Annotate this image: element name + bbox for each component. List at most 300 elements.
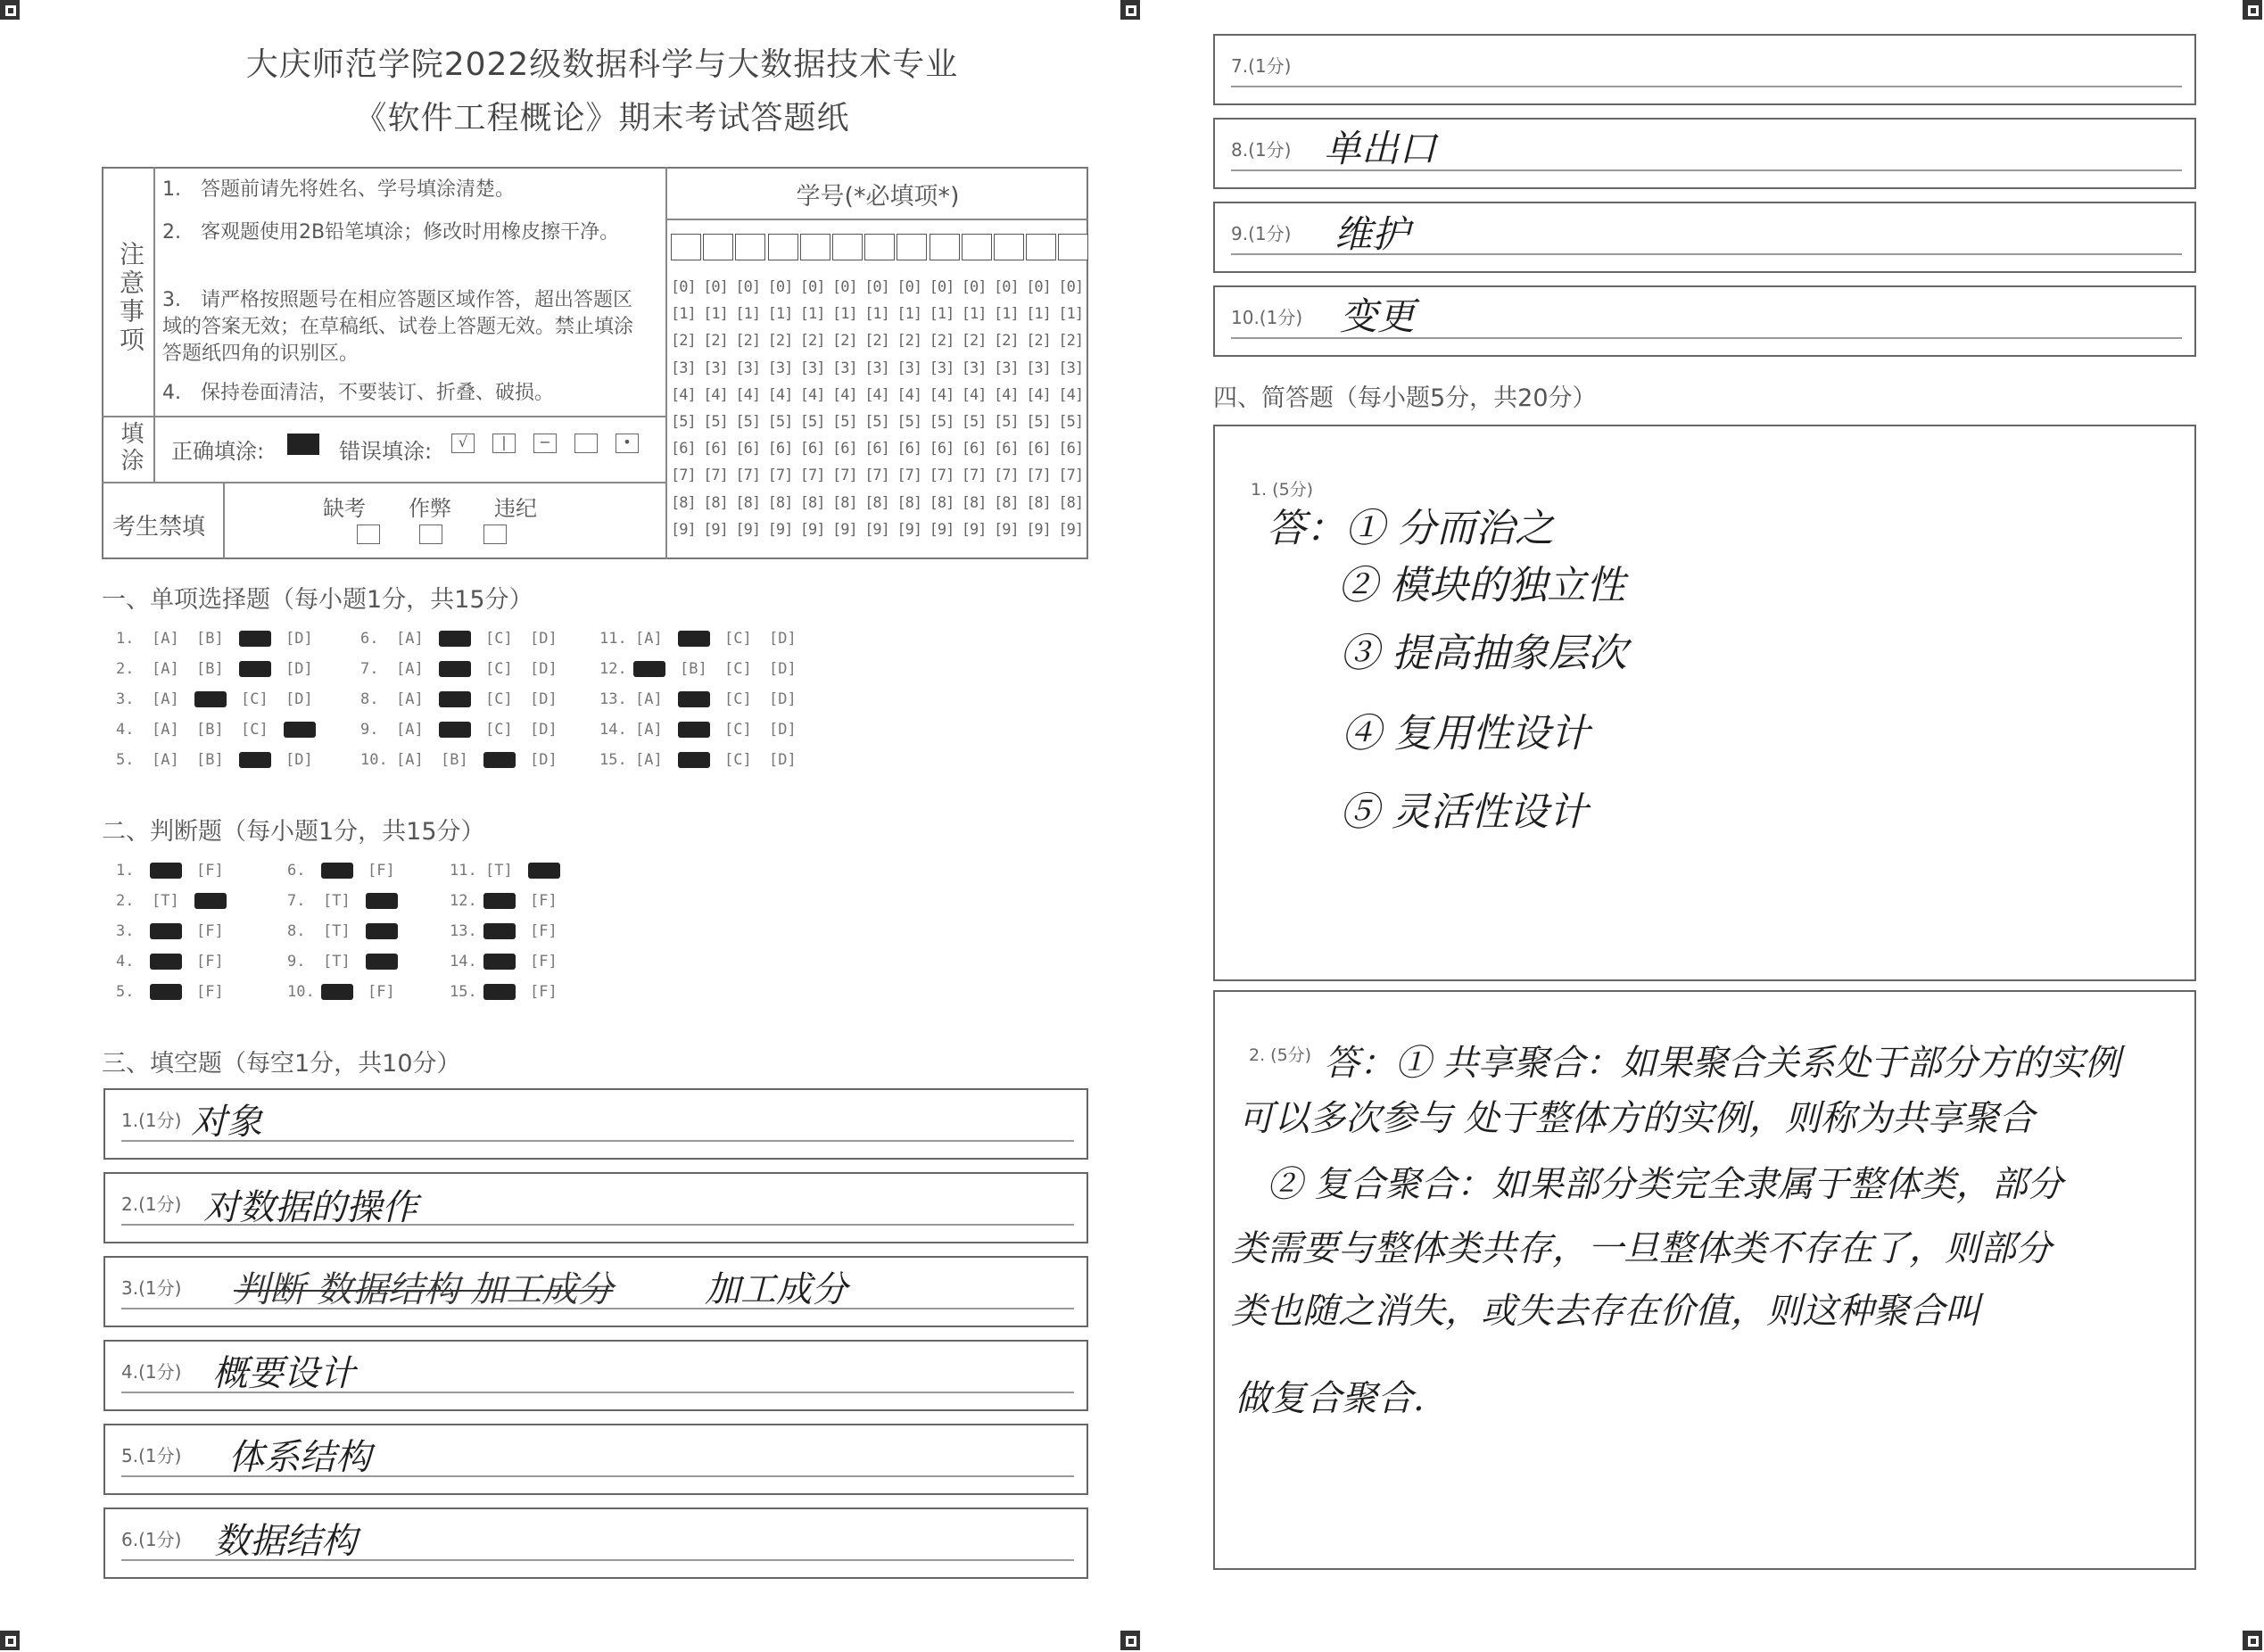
student-id-digit-bubble[interactable]: [7]: [994, 467, 1019, 485]
notice-item-3: 3. 请严格按照题号在相应答题区域作答，超出答题区域的答案无效；在草稿纸、试卷上答题无效。禁止填涂答题纸四角的识别区。: [162, 289, 634, 365]
mc-question-number: 3.: [116, 690, 135, 708]
student-id-digit-bubble[interactable]: [3]: [767, 359, 793, 377]
student-id-digit-bubble[interactable]: [5]: [994, 413, 1019, 431]
student-id-digit-bubble[interactable]: [7]: [703, 467, 728, 485]
student-id-digit-bubble[interactable]: [1]: [671, 305, 696, 324]
student-id-digit-bubble[interactable]: [7]: [864, 467, 889, 485]
mc-filled-bubble[interactable]: [439, 722, 471, 738]
mc-question-number: 10.: [360, 751, 388, 769]
short-answer-2-line-1: 答：① 共享聚合：如果聚合关系处于部分方的实例: [1324, 1043, 2120, 1084]
blank-label-9: 9.(1分): [1231, 223, 1292, 244]
student-id-digit-bubble[interactable]: [1]: [767, 305, 793, 324]
tf-question-number: 13.: [450, 922, 477, 940]
student-id-digit-bubble[interactable]: [5]: [671, 413, 696, 431]
mc-filled-bubble[interactable]: [284, 722, 316, 738]
student-id-digit-bubble[interactable]: [7]: [1026, 467, 1051, 485]
tf-question-number: 4.: [116, 953, 135, 971]
student-id-digit-bubble[interactable]: [3]: [1026, 359, 1051, 377]
tf-option-bubble[interactable]: [F]: [368, 862, 395, 880]
student-id-digit-bubble[interactable]: [2]: [994, 332, 1019, 351]
blank-label-3: 3.(1分): [121, 1277, 182, 1299]
blank-label-4: 4.(1分): [121, 1361, 182, 1383]
blank-label-2: 2.(1分): [121, 1194, 182, 1215]
sheet-title: 大庆师范学院2022级数据科学与大数据技术专业: [245, 46, 959, 83]
student-id-digit-bubble[interactable]: [9]: [671, 520, 696, 539]
wrong-fill-example-dot: •: [616, 434, 639, 453]
blank-answer-1: 对象: [191, 1102, 262, 1143]
mc-option-bubble[interactable]: [D]: [530, 630, 558, 648]
mc-option-bubble[interactable]: [C]: [241, 721, 269, 739]
tf-question-number: 6.: [287, 862, 306, 880]
student-id-digit-bubble[interactable]: [0]: [671, 278, 696, 296]
student-id-digit-bubble[interactable]: [8]: [1026, 493, 1051, 512]
student-id-digit-bubble[interactable]: [1]: [703, 305, 728, 324]
tf-option-bubble[interactable]: [F]: [196, 953, 224, 971]
mc-question-number: 13.: [599, 690, 627, 708]
student-id-digit-bubble[interactable]: [2]: [864, 332, 889, 351]
mc-option-bubble[interactable]: [D]: [530, 721, 558, 739]
short-answer-1-line-3: ③ 提高抽象层次: [1340, 631, 1627, 676]
mc-option-bubble[interactable]: [A]: [152, 721, 179, 739]
student-id-digit-bubble[interactable]: [3]: [897, 359, 922, 377]
tf-question-number: 7.: [287, 892, 306, 910]
corner-marker-bottom-center: [1120, 1631, 1140, 1650]
mc-filled-bubble[interactable]: [439, 661, 471, 677]
mc-option-bubble[interactable]: [D]: [285, 660, 313, 678]
student-id-digit-bubble[interactable]: [6]: [1026, 440, 1051, 458]
blank-label-8: 8.(1分): [1231, 139, 1292, 161]
mc-option-bubble[interactable]: [C]: [485, 660, 513, 678]
tf-filled-bubble[interactable]: [321, 984, 353, 1000]
student-id-digit-bubble[interactable]: [3]: [994, 359, 1019, 377]
student-id-digit-bubble[interactable]: [9]: [767, 520, 793, 539]
blank-answer-10: 变更: [1340, 294, 1416, 338]
student-id-digit-bubble[interactable]: [0]: [961, 278, 987, 296]
student-id-digit-bubble[interactable]: [8]: [767, 493, 793, 512]
student-id-digit-bubble[interactable]: [2]: [703, 332, 728, 351]
student-id-digit-bubble[interactable]: [8]: [897, 493, 922, 512]
blank-label-7: 7.(1分): [1231, 55, 1292, 77]
wrong-fill-example-empty: [574, 434, 598, 453]
mc-option-bubble[interactable]: [B]: [441, 751, 468, 769]
student-id-digit-bubble[interactable]: [7]: [767, 467, 793, 485]
mc-filled-bubble[interactable]: [678, 752, 710, 768]
mc-question-number: 9.: [360, 721, 379, 739]
student-id-digit-bubble[interactable]: [3]: [735, 359, 761, 377]
wrong-fill-example-dash: −: [533, 434, 557, 453]
tf-option-bubble[interactable]: [F]: [530, 953, 558, 971]
mc-filled-bubble[interactable]: [678, 631, 710, 647]
mc-option-bubble[interactable]: [A]: [152, 751, 179, 769]
student-id-digit-bubble[interactable]: [0]: [703, 278, 728, 296]
student-id-digit-bubble[interactable]: [9]: [994, 520, 1019, 539]
student-id-digit-bubble[interactable]: [1]: [832, 305, 857, 324]
student-id-input-cell[interactable]: [897, 234, 927, 260]
tf-filled-bubble[interactable]: [483, 984, 516, 1000]
mc-filled-bubble[interactable]: [633, 661, 665, 677]
mc-option-bubble[interactable]: [D]: [530, 751, 558, 769]
mc-option-bubble[interactable]: [A]: [635, 721, 663, 739]
mc-option-bubble[interactable]: [A]: [396, 721, 424, 739]
student-id-digit-bubble[interactable]: [7]: [929, 467, 954, 485]
mc-option-bubble[interactable]: [C]: [485, 690, 513, 708]
blank-answer-3-struck: 判断 数据结构 加工成分: [234, 1269, 614, 1310]
student-id-digit-bubble[interactable]: [0]: [994, 278, 1019, 296]
student-id-digit-bubble[interactable]: [7]: [735, 467, 761, 485]
tf-option-bubble[interactable]: [F]: [196, 862, 224, 880]
mc-option-bubble[interactable]: [A]: [635, 751, 663, 769]
section3-title: 三、填空题（每空1分，共10分）: [102, 1050, 461, 1078]
mc-question-number: 12.: [599, 660, 627, 678]
mc-option-bubble[interactable]: [D]: [769, 751, 797, 769]
student-id-digit-bubble[interactable]: [4]: [1026, 385, 1051, 404]
student-id-digit-bubble[interactable]: [2]: [961, 332, 987, 351]
forbid-cheat-box[interactable]: [419, 525, 442, 544]
student-id-digit-bubble[interactable]: [4]: [961, 385, 987, 404]
mc-option-bubble[interactable]: [D]: [769, 721, 797, 739]
student-id-digit-bubble[interactable]: [3]: [1058, 359, 1084, 377]
mc-option-bubble[interactable]: [A]: [396, 751, 424, 769]
student-id-digit-bubble[interactable]: [3]: [961, 359, 987, 377]
student-id-input-cell[interactable]: [735, 234, 765, 260]
student-id-digit-bubble[interactable]: [3]: [799, 359, 825, 377]
mc-option-bubble[interactable]: [B]: [196, 660, 224, 678]
sheet-subtitle: 《软件工程概论》期末考试答题纸: [354, 100, 850, 136]
student-id-digit-bubble[interactable]: [8]: [799, 493, 825, 512]
short-answer-label-2: 2. (5分): [1249, 1045, 1312, 1065]
tf-filled-bubble[interactable]: [366, 893, 398, 909]
mc-option-bubble[interactable]: [D]: [769, 690, 797, 708]
student-id-digit-bubble[interactable]: [5]: [1058, 413, 1084, 431]
student-id-digit-bubble[interactable]: [4]: [1058, 385, 1084, 404]
mc-option-bubble[interactable]: [C]: [724, 690, 752, 708]
forbid-violation-label: 违纪: [494, 496, 537, 521]
student-id-digit-bubble[interactable]: [2]: [1058, 332, 1084, 351]
student-id-digit-bubble[interactable]: [4]: [799, 385, 825, 404]
tf-question-number: 12.: [450, 892, 477, 910]
student-id-digit-bubble[interactable]: [1]: [1058, 305, 1084, 324]
tf-filled-bubble[interactable]: [150, 954, 182, 970]
student-id-digit-bubble[interactable]: [9]: [1026, 520, 1051, 539]
student-id-digit-bubble[interactable]: [1]: [961, 305, 987, 324]
student-id-digit-bubble[interactable]: [5]: [703, 413, 728, 431]
short-answer-1-line-2: ② 模块的独立性: [1338, 563, 1625, 608]
mc-question-number: 7.: [360, 660, 379, 678]
mc-option-bubble[interactable]: [B]: [196, 721, 224, 739]
student-id-digit-bubble[interactable]: [6]: [961, 440, 987, 458]
student-id-digit-bubble[interactable]: [5]: [832, 413, 857, 431]
student-id-digit-bubble[interactable]: [7]: [832, 467, 857, 485]
blank-label-1: 1.(1分): [121, 1110, 182, 1131]
tf-option-bubble[interactable]: [T]: [323, 953, 351, 971]
student-id-digit-bubble[interactable]: [9]: [832, 520, 857, 539]
student-id-digit-bubble[interactable]: [3]: [864, 359, 889, 377]
student-id-digit-bubble[interactable]: [0]: [897, 278, 922, 296]
mc-option-bubble[interactable]: [A]: [635, 690, 663, 708]
student-id-digit-bubble[interactable]: [8]: [864, 493, 889, 512]
mc-option-bubble[interactable]: [D]: [530, 690, 558, 708]
notice-item-2: 2. 客观题使用2B铅笔填涂；修改时用橡皮擦干净。: [162, 221, 620, 244]
tf-filled-bubble[interactable]: [150, 923, 182, 939]
mc-option-bubble[interactable]: [A]: [152, 690, 179, 708]
mc-option-bubble[interactable]: [D]: [769, 660, 797, 678]
student-id-digit-bubble[interactable]: [9]: [799, 520, 825, 539]
student-id-digit-bubble[interactable]: [2]: [735, 332, 761, 351]
mc-option-bubble[interactable]: [C]: [485, 721, 513, 739]
student-id-digit-bubble[interactable]: [5]: [864, 413, 889, 431]
mc-filled-bubble[interactable]: [239, 752, 271, 768]
student-id-digit-bubble[interactable]: [1]: [735, 305, 761, 324]
section4-title: 四、简答题（每小题5分，共20分）: [1213, 384, 1597, 412]
student-id-input-cell[interactable]: [800, 234, 830, 260]
corner-marker-bottom-left: [0, 1631, 20, 1650]
student-id-digit-bubble[interactable]: [0]: [735, 278, 761, 296]
mc-option-bubble[interactable]: [C]: [724, 660, 752, 678]
student-id-digit-bubble[interactable]: [0]: [864, 278, 889, 296]
forbid-absent-box[interactable]: [357, 525, 380, 544]
student-id-digit-bubble[interactable]: [0]: [832, 278, 857, 296]
student-id-digit-bubble[interactable]: [7]: [671, 467, 696, 485]
blank-label-10: 10.(1分): [1231, 307, 1303, 328]
student-id-digit-bubble[interactable]: [4]: [767, 385, 793, 404]
student-id-input-cell[interactable]: [930, 234, 960, 260]
blank-answer-5: 体系结构: [228, 1437, 371, 1478]
student-id-digit-bubble[interactable]: [0]: [767, 278, 793, 296]
student-id-input-cell[interactable]: [994, 234, 1024, 260]
student-id-digit-bubble[interactable]: [7]: [799, 467, 825, 485]
tf-filled-bubble[interactable]: [150, 984, 182, 1000]
tf-option-bubble[interactable]: [F]: [530, 983, 558, 1001]
tf-option-bubble[interactable]: [T]: [323, 922, 351, 940]
mc-option-bubble[interactable]: [D]: [769, 630, 797, 648]
mc-question-number: 2.: [116, 660, 135, 678]
short-answer-label-1: 1. (5分): [1251, 480, 1314, 500]
student-id-input-cell[interactable]: [1058, 234, 1088, 260]
student-id-digit-bubble[interactable]: [3]: [929, 359, 954, 377]
student-id-digit-bubble[interactable]: [4]: [703, 385, 728, 404]
tf-filled-bubble[interactable]: [483, 893, 516, 909]
mc-filled-bubble[interactable]: [678, 722, 710, 738]
student-id-digit-bubble[interactable]: [6]: [897, 440, 922, 458]
wrong-fill-label: 错误填涂:: [339, 439, 433, 464]
student-id-digit-bubble[interactable]: [5]: [799, 413, 825, 431]
tf-filled-bubble[interactable]: [483, 923, 516, 939]
tf-filled-bubble[interactable]: [366, 923, 398, 939]
student-id-digit-bubble[interactable]: [6]: [994, 440, 1019, 458]
student-id-digit-bubble[interactable]: [0]: [1058, 278, 1084, 296]
student-id-digit-bubble[interactable]: [8]: [735, 493, 761, 512]
student-id-digit-bubble[interactable]: [1]: [994, 305, 1019, 324]
student-id-digit-bubble[interactable]: [2]: [799, 332, 825, 351]
mc-option-bubble[interactable]: [A]: [152, 660, 179, 678]
student-id-digit-bubble[interactable]: [5]: [767, 413, 793, 431]
forbid-violation-box[interactable]: [483, 525, 507, 544]
student-id-digit-bubble[interactable]: [9]: [929, 520, 954, 539]
blank-answer-8: 单出口: [1324, 127, 1437, 170]
student-id-digit-bubble[interactable]: [7]: [897, 467, 922, 485]
student-id-digit-bubble[interactable]: [6]: [799, 440, 825, 458]
student-id-digit-bubble[interactable]: [4]: [864, 385, 889, 404]
student-id-digit-bubble[interactable]: [0]: [1026, 278, 1051, 296]
mc-option-bubble[interactable]: [C]: [241, 690, 269, 708]
tf-option-bubble[interactable]: [F]: [196, 922, 224, 940]
mc-option-bubble[interactable]: [D]: [530, 660, 558, 678]
mc-option-bubble[interactable]: [C]: [724, 721, 752, 739]
student-id-digit-bubble[interactable]: [0]: [929, 278, 954, 296]
mc-option-bubble[interactable]: [A]: [152, 630, 179, 648]
student-id-digit-bubble[interactable]: [2]: [832, 332, 857, 351]
mc-filled-bubble[interactable]: [439, 691, 471, 707]
mc-option-bubble[interactable]: [D]: [285, 690, 313, 708]
student-id-digit-bubble[interactable]: [9]: [735, 520, 761, 539]
student-id-digit-bubble[interactable]: [1]: [1026, 305, 1051, 324]
section1-title: 一、单项选择题（每小题1分，共15分）: [102, 586, 533, 614]
tf-question-number: 14.: [450, 953, 477, 971]
student-id-digit-bubble[interactable]: [5]: [897, 413, 922, 431]
mc-filled-bubble[interactable]: [439, 631, 471, 647]
mc-option-bubble[interactable]: [A]: [396, 660, 424, 678]
tf-question-number: 9.: [287, 953, 306, 971]
student-id-digit-bubble[interactable]: [9]: [1058, 520, 1084, 539]
student-id-digit-bubble[interactable]: [6]: [832, 440, 857, 458]
blank-answer-6: 数据结构: [214, 1521, 357, 1562]
tf-filled-bubble[interactable]: [321, 863, 353, 879]
mc-question-number: 1.: [116, 630, 135, 648]
mc-filled-bubble[interactable]: [483, 752, 516, 768]
student-id-input-cell[interactable]: [832, 234, 863, 260]
student-id-digit-bubble[interactable]: [7]: [1058, 467, 1084, 485]
mc-question-number: 5.: [116, 751, 135, 769]
short-answer-1-line-4: ④ 复用性设计: [1342, 711, 1590, 756]
student-id-input-cell[interactable]: [1026, 234, 1056, 260]
tf-question-number: 10.: [287, 983, 315, 1001]
student-id-label: 学号(*必填项*): [796, 183, 960, 211]
short-answer-2-line-6: 做复合聚合.: [1235, 1378, 1425, 1419]
student-id-digit-bubble[interactable]: [2]: [1026, 332, 1051, 351]
student-id-digit-bubble[interactable]: [2]: [897, 332, 922, 351]
student-id-digit-bubble[interactable]: [5]: [961, 413, 987, 431]
student-id-digit-bubble[interactable]: [4]: [897, 385, 922, 404]
tf-option-bubble[interactable]: [F]: [530, 922, 558, 940]
tf-option-bubble[interactable]: [F]: [196, 983, 224, 1001]
student-id-input-cell[interactable]: [671, 234, 701, 260]
mc-option-bubble[interactable]: [D]: [285, 630, 313, 648]
student-id-digit-bubble[interactable]: [4]: [735, 385, 761, 404]
student-id-digit-bubble[interactable]: [6]: [703, 440, 728, 458]
tf-option-bubble[interactable]: [T]: [485, 862, 513, 880]
tf-option-bubble[interactable]: [F]: [530, 892, 558, 910]
student-id-digit-bubble[interactable]: [0]: [799, 278, 825, 296]
student-id-digit-bubble[interactable]: [9]: [897, 520, 922, 539]
student-id-digit-bubble[interactable]: [1]: [897, 305, 922, 324]
mc-option-bubble[interactable]: [C]: [724, 630, 752, 648]
student-id-input-cell[interactable]: [768, 234, 798, 260]
tf-option-bubble[interactable]: [T]: [152, 892, 179, 910]
mc-option-bubble[interactable]: [C]: [724, 751, 752, 769]
student-id-digit-bubble[interactable]: [6]: [735, 440, 761, 458]
student-id-digit-bubble[interactable]: [8]: [671, 493, 696, 512]
blank-answer-4: 概要设计: [212, 1353, 355, 1394]
student-id-digit-bubble[interactable]: [9]: [703, 520, 728, 539]
tf-filled-bubble[interactable]: [150, 863, 182, 879]
student-id-digit-bubble[interactable]: [4]: [832, 385, 857, 404]
student-id-digit-bubble[interactable]: [9]: [864, 520, 889, 539]
student-id-digit-bubble[interactable]: [8]: [929, 493, 954, 512]
student-id-input-cell[interactable]: [703, 234, 733, 260]
student-id-digit-bubble[interactable]: [6]: [1058, 440, 1084, 458]
mc-option-bubble[interactable]: [A]: [635, 630, 663, 648]
student-id-digit-bubble[interactable]: [8]: [994, 493, 1019, 512]
student-id-digit-bubble[interactable]: [5]: [929, 413, 954, 431]
tf-question-number: 5.: [116, 983, 135, 1001]
short-answer-2-line-3: ② 复合聚合：如果部分类完全隶属于整体类，部分: [1267, 1164, 2063, 1205]
student-id-digit-bubble[interactable]: [6]: [929, 440, 954, 458]
blank-answer-2: 对数据的操作: [203, 1187, 417, 1228]
student-id-digit-bubble[interactable]: [8]: [703, 493, 728, 512]
tf-option-bubble[interactable]: [F]: [368, 983, 395, 1001]
student-id-digit-bubble[interactable]: [6]: [767, 440, 793, 458]
tf-option-bubble[interactable]: [T]: [323, 892, 351, 910]
tf-question-number: 2.: [116, 892, 135, 910]
student-id-digit-bubble[interactable]: [9]: [961, 520, 987, 539]
student-id-digit-bubble[interactable]: [4]: [929, 385, 954, 404]
tf-filled-bubble[interactable]: [528, 863, 560, 879]
student-id-digit-bubble[interactable]: [8]: [961, 493, 987, 512]
blank-answer-3: 加工成分: [705, 1269, 847, 1310]
corner-marker-bottom-right: [2243, 1631, 2262, 1650]
student-id-input-cell[interactable]: [962, 234, 992, 260]
mc-option-bubble[interactable]: [B]: [196, 751, 224, 769]
student-id-digit-bubble[interactable]: [1]: [864, 305, 889, 324]
student-id-digit-bubble[interactable]: [6]: [864, 440, 889, 458]
student-id-digit-bubble[interactable]: [4]: [994, 385, 1019, 404]
mc-filled-bubble[interactable]: [239, 631, 271, 647]
student-id-digit-bubble[interactable]: [1]: [799, 305, 825, 324]
student-id-digit-bubble[interactable]: [2]: [767, 332, 793, 351]
student-id-digit-bubble[interactable]: [6]: [671, 440, 696, 458]
tf-filled-bubble[interactable]: [194, 893, 227, 909]
student-id-digit-bubble[interactable]: [5]: [735, 413, 761, 431]
tf-question-number: 1.: [116, 862, 135, 880]
mc-option-bubble[interactable]: [B]: [196, 630, 224, 648]
student-id-digit-bubble[interactable]: [1]: [929, 305, 954, 324]
mc-question-number: 11.: [599, 630, 627, 648]
student-id-digit-bubble[interactable]: [3]: [703, 359, 728, 377]
student-id-digit-bubble[interactable]: [8]: [832, 493, 857, 512]
mc-option-bubble[interactable]: [C]: [485, 630, 513, 648]
student-id-input-cell[interactable]: [864, 234, 895, 260]
mc-filled-bubble[interactable]: [678, 691, 710, 707]
mc-option-bubble[interactable]: [A]: [396, 630, 424, 648]
student-id-digit-bubble[interactable]: [2]: [671, 332, 696, 351]
student-id-digit-bubble[interactable]: [5]: [1026, 413, 1051, 431]
mc-filled-bubble[interactable]: [194, 691, 227, 707]
student-id-digit-bubble[interactable]: [4]: [671, 385, 696, 404]
mc-option-bubble[interactable]: [B]: [680, 660, 707, 678]
mc-option-bubble[interactable]: [A]: [396, 690, 424, 708]
student-id-digit-bubble[interactable]: [7]: [961, 467, 987, 485]
mc-option-bubble[interactable]: [D]: [285, 751, 313, 769]
student-id-digit-bubble[interactable]: [2]: [929, 332, 954, 351]
wrong-fill-example-check: √: [451, 434, 475, 453]
blank-box-7[interactable]: [1213, 34, 2196, 105]
tf-filled-bubble[interactable]: [483, 954, 516, 970]
tf-filled-bubble[interactable]: [366, 954, 398, 970]
mc-filled-bubble[interactable]: [239, 661, 271, 677]
student-id-digit-bubble[interactable]: [8]: [1058, 493, 1084, 512]
student-id-digit-bubble[interactable]: [3]: [671, 359, 696, 377]
student-id-digit-bubble[interactable]: [3]: [832, 359, 857, 377]
